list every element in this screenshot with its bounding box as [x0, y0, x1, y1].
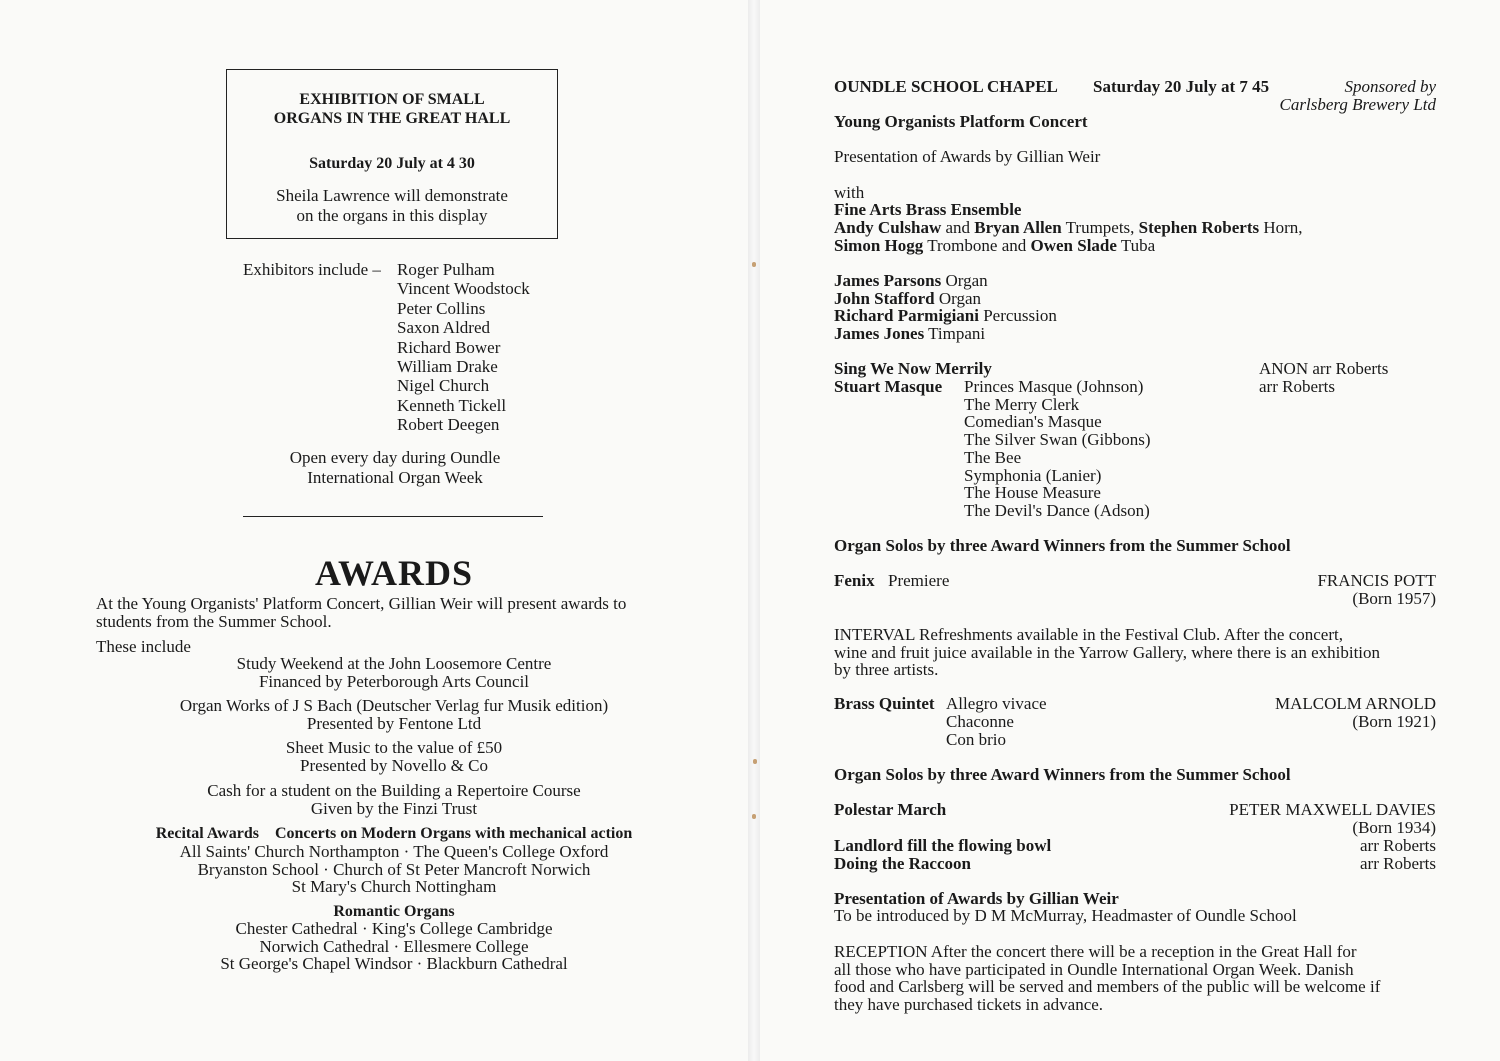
performer-role: Organ	[934, 289, 982, 308]
piece-composer: arr Roberts	[1259, 377, 1336, 396]
performer-role: Organ	[941, 271, 988, 290]
awards-intro	[96, 595, 716, 631]
exhibition-title-line: ORGANS IN THE GREAT HALL	[273, 110, 511, 127]
venue-line: St George's Chapel Windsor · Blackburn Cathedral	[220, 954, 568, 974]
award-line: Study Weekend at the John Loosemore Centre	[236, 654, 552, 673]
brass-line	[834, 237, 1155, 255]
performer-role: Percussion	[978, 306, 1057, 325]
venue-line: Chester Cathedral · King's College Cambridge	[235, 919, 553, 938]
these-include: These include	[96, 637, 191, 656]
award-line: Presented by Novello & Co	[300, 756, 488, 775]
performer-role: Timpani	[924, 324, 986, 343]
piece-composer: ANON arr Roberts	[1259, 359, 1389, 378]
performer-name: Stephen Roberts	[1138, 218, 1260, 237]
award-line: Given by the Finzi Trust	[310, 799, 478, 818]
performer-line	[834, 272, 988, 290]
award-line: Presented by Fentone Ltd	[306, 714, 482, 733]
para-line: by three artists.	[834, 660, 939, 679]
movement: Allegro vivace	[946, 694, 1047, 713]
piece-title: Polestar March	[834, 800, 947, 819]
presentation-heading: Presentation of Awards by Gillian Weir	[834, 889, 1119, 908]
exhibition-date: Saturday 20 July at 4 30	[309, 155, 475, 172]
brass-line	[834, 219, 1303, 237]
exhibitor: William Drake	[397, 357, 498, 377]
paper-speck	[753, 759, 757, 764]
award-item	[96, 655, 692, 691]
piece-note: Premiere	[888, 571, 950, 590]
award-item	[96, 697, 692, 733]
reception-paragraph	[834, 943, 1436, 1013]
awards-intro-line: students from the Summer School.	[96, 612, 332, 631]
exhibition-demo-line: on the organs in this display	[296, 206, 488, 225]
movement: Chaconne	[946, 712, 1014, 731]
left-page	[0, 0, 748, 1061]
introduced-line: To be introduced by D M McMurray, Headmaster of Oundle School	[834, 906, 1297, 925]
exhibitors-list	[397, 260, 530, 435]
exhibitor: Kenneth Tickell	[397, 395, 507, 415]
awards-intro-line: At the Young Organists' Platform Concert, Gillian Weir will present awards to	[96, 594, 627, 613]
performer-name: Owen Slade	[1030, 236, 1117, 255]
brass-text: Trumpets,	[1061, 218, 1139, 237]
open-line: International Organ Week	[307, 468, 483, 487]
movement: Comedian's Masque	[964, 412, 1102, 432]
exhibitor: Richard Bower	[397, 337, 501, 357]
composer-born: (Born 1934)	[1352, 818, 1436, 837]
exhibition-demo	[227, 186, 557, 226]
award-line: Cash for a student on the Building a Repertoire Course	[207, 781, 581, 800]
movement: Princes Masque (Johnson)	[964, 377, 1144, 396]
exhibitor: Nigel Church	[397, 376, 490, 396]
performer-name: James Jones	[834, 324, 925, 343]
section-heading: Organ Solos by three Award Winners from the Summer School	[834, 536, 1291, 555]
exhibitor: Peter Collins	[397, 298, 486, 318]
stuart-masque-movements	[964, 378, 1151, 520]
concert-title: Young Organists Platform Concert	[834, 112, 1088, 131]
movement: The Merry Clerk	[964, 394, 1080, 414]
brass-text: and	[941, 218, 975, 237]
piece-composer: PETER MAXWELL DAVIES	[1229, 800, 1436, 819]
para-line: all those who have participated in Oundle International Organ Week. Danish	[834, 959, 1354, 979]
piece-composer: arr Roberts	[1359, 836, 1436, 855]
concert-venue: OUNDLE SCHOOL CHAPEL	[834, 77, 1058, 96]
piece-title: Sing We Now Merrily	[834, 359, 992, 378]
divider	[243, 516, 543, 517]
paper-speck	[752, 814, 756, 819]
exhibitors-label: Exhibitors include –	[243, 260, 381, 279]
brass-text: Horn,	[1259, 218, 1303, 237]
with-line: with	[834, 183, 865, 202]
performer-name: James Parsons	[834, 271, 942, 290]
para-line: wine and fruit juice available in the Yarrow Gallery, where there is an exhibition	[834, 642, 1381, 662]
concert-date: Saturday 20 July at 7 45	[1093, 77, 1270, 96]
movement: The Devil's Dance (Adson)	[964, 500, 1150, 520]
venue-line: St Mary's Church Nottingham	[291, 877, 497, 897]
award-line: Financed by Peterborough Arts Council	[258, 672, 530, 691]
venue-line: Norwich Cathedral · Ellesmere College	[259, 936, 529, 956]
performer-name: Bryan Allen	[974, 218, 1062, 237]
modern-venues	[96, 843, 692, 896]
sponsor-line: Sponsored by	[1344, 77, 1436, 96]
award-line: Organ Works of J S Bach (Deutscher Verlag fur Musik edition)	[179, 696, 609, 715]
para-line: food and Carlsberg will be served and members of the public will be welcome if	[834, 977, 1381, 996]
interval-paragraph	[834, 626, 1436, 679]
piece-title: Doing the Raccoon	[834, 854, 971, 873]
movement: The Bee	[964, 447, 1022, 467]
piece-composer: MALCOLM ARNOLD	[1274, 694, 1436, 713]
brass-text: Trombone and	[923, 236, 1031, 255]
composer-born: (Born 1957)	[1352, 589, 1436, 608]
performer-name: Andy Culshaw	[834, 218, 942, 237]
piece-title: Fenix	[834, 571, 875, 590]
performer-name: Richard Parmigiani	[834, 306, 979, 325]
performer-line	[834, 325, 985, 343]
romantic-organs-heading: Romantic Organs	[333, 903, 455, 920]
movement: The Silver Swan (Gibbons)	[964, 430, 1151, 450]
exhibitor: Roger Pulham	[397, 260, 495, 279]
romantic-venues	[96, 920, 692, 973]
award-item	[96, 782, 692, 818]
performer-line	[834, 307, 1057, 325]
open-every-day	[200, 448, 590, 488]
sponsor-line: Carlsberg Brewery Ltd	[1279, 95, 1436, 114]
section-heading: Organ Solos by three Award Winners from the Summer School	[834, 765, 1291, 784]
exhibition-box	[226, 69, 558, 239]
recital-desc: Concerts on Modern Organs with mechanical action	[274, 825, 633, 842]
para-line: they have purchased tickets in advance.	[834, 994, 1104, 1014]
awards-heading: AWARDS	[314, 553, 474, 593]
piece-title: Brass Quintet	[834, 694, 935, 713]
piece-composer: arr Roberts	[1359, 854, 1436, 873]
venue-line: All Saints' Church Northampton · The Queen's College Oxford	[179, 842, 609, 861]
page-fold	[748, 0, 760, 1061]
exhibition-title	[227, 90, 557, 128]
presentation-line: Presentation of Awards by Gillian Weir	[834, 147, 1101, 166]
open-line: Open every day during Oundle	[289, 448, 501, 467]
award-item	[96, 739, 692, 775]
recital-awards	[96, 825, 692, 843]
recital-label: Recital Awards	[155, 825, 259, 842]
movement: Symphonia (Lanier)	[964, 465, 1102, 485]
brass-text: Tuba	[1116, 236, 1156, 255]
award-line: Sheet Music to the value of £50	[285, 738, 503, 757]
exhibitor: Vincent Woodstock	[397, 279, 530, 299]
paper-speck	[752, 262, 756, 267]
venue-line: Bryanston School · Church of St Peter Mancroft Norwich	[197, 859, 591, 879]
movement: Con brio	[946, 730, 1006, 749]
piece-composer: FRANCIS POTT	[1317, 571, 1436, 590]
para-line: INTERVAL Refreshments available in the Festival Club. After the concert,	[834, 625, 1343, 644]
performer-name: John Stafford	[834, 289, 935, 308]
piece-title: Stuart Masque	[834, 377, 943, 396]
para-line: RECEPTION After the concert there will be a reception in the Great Hall for	[834, 942, 1357, 961]
performer-name: Simon Hogg	[834, 236, 924, 255]
exhibitor: Saxon Aldred	[397, 318, 491, 338]
exhibitor: Robert Deegen	[397, 415, 500, 435]
exhibition-title-line: EXHIBITION OF SMALL	[299, 91, 485, 108]
composer-born: (Born 1921)	[1352, 712, 1436, 731]
exhibition-demo-line: Sheila Lawrence will demonstrate	[276, 186, 508, 205]
ensemble-name: Fine Arts Brass Ensemble	[834, 200, 1022, 219]
piece-title: Landlord fill the flowing bowl	[834, 836, 1052, 855]
movement: The House Measure	[964, 483, 1101, 503]
